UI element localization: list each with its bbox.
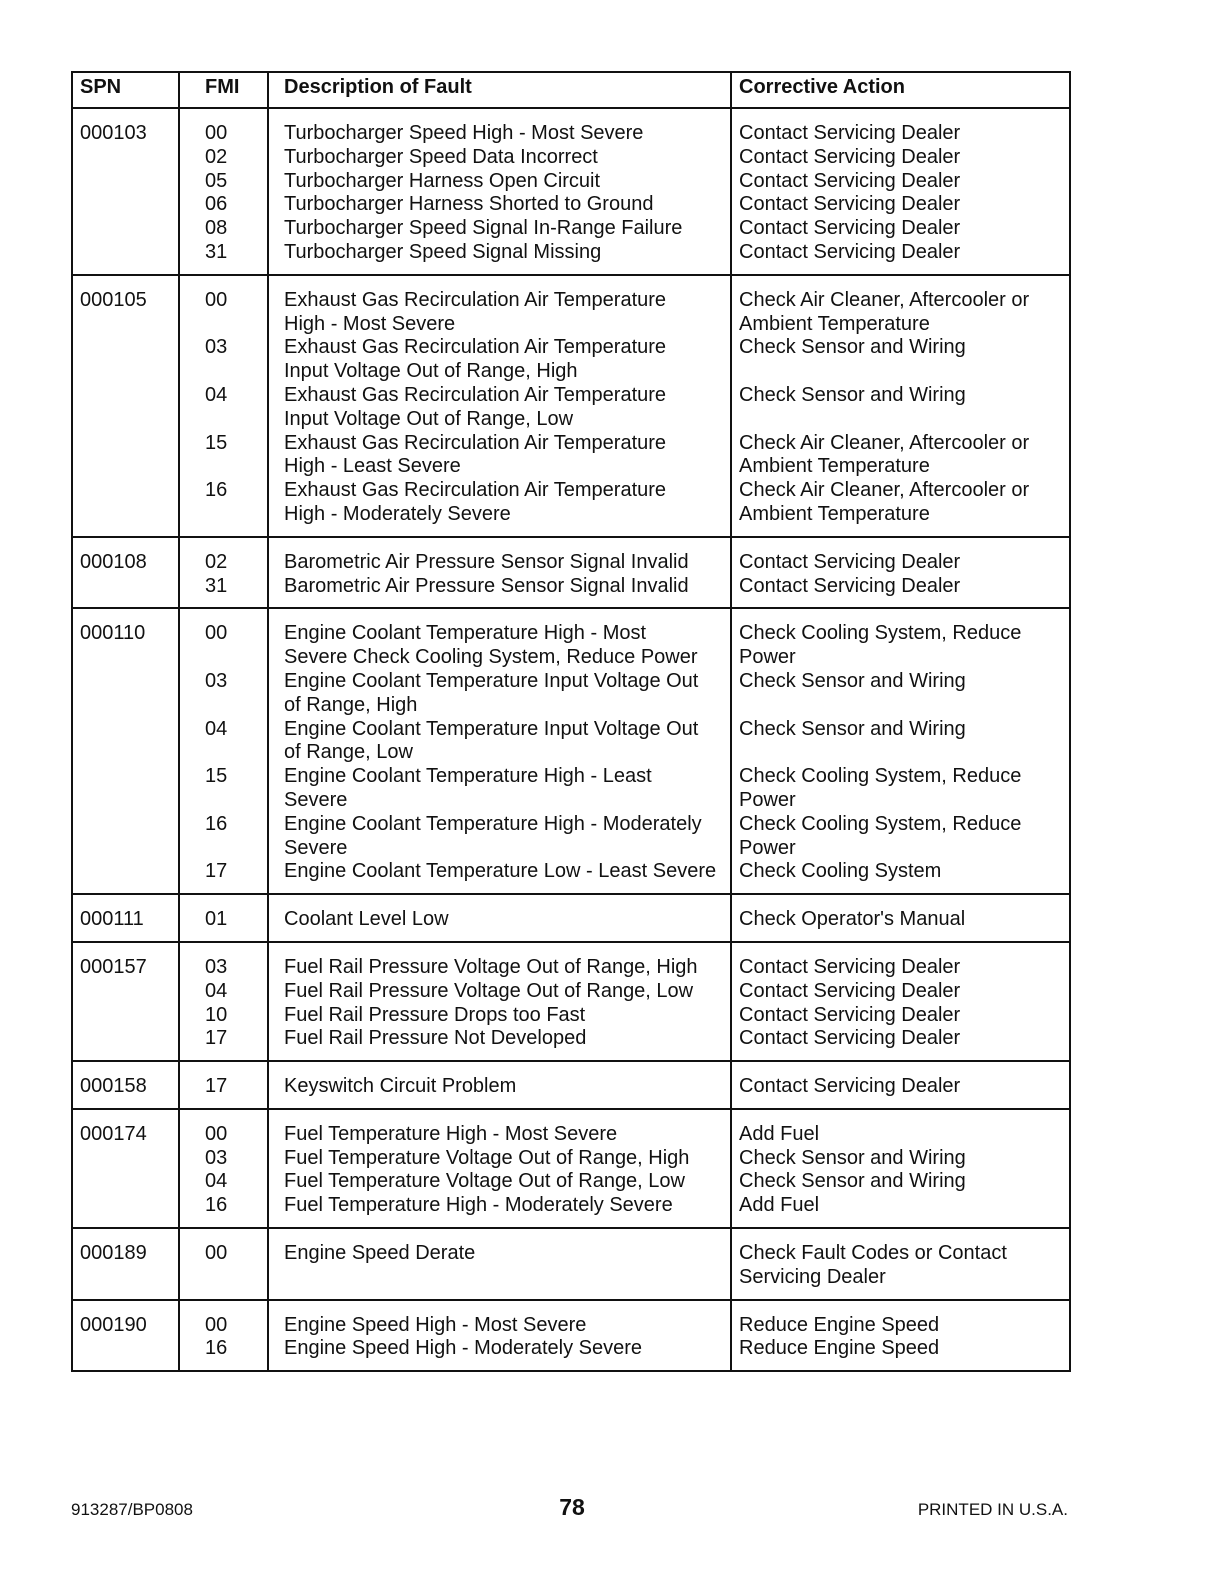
description-line: Input Voltage Out of Range, Low <box>284 407 574 430</box>
description-line: Fuel Temperature High - Moderately Severe <box>284 1194 673 1217</box>
fmi-cell <box>179 1061 268 1109</box>
corrective-action-line: Check Sensor and Wiring <box>739 1170 966 1193</box>
description-line: Fuel Rail Pressure Not Developed <box>284 1027 587 1050</box>
fmi-cell <box>179 108 268 275</box>
spn-header: SPN <box>72 72 179 108</box>
description-line: Fuel Temperature Voltage Out of Range, Low <box>284 1170 685 1193</box>
table-row <box>72 942 1070 1061</box>
description-line: Coolant Level Low <box>284 908 449 931</box>
corrective-action-line: Contact Servicing Dealer <box>739 979 961 1002</box>
fmi-line: 00 <box>205 622 228 645</box>
corrective-action-line: Contact Servicing Dealer <box>739 145 961 168</box>
description-line: Severe Check Cooling System, Reduce Power <box>284 646 698 669</box>
fmi-line <box>205 694 261 718</box>
fmi-line <box>205 455 261 479</box>
fmi-line: 04 <box>205 979 228 1002</box>
table-row <box>72 894 1070 942</box>
description-line: Engine Coolant Temperature High - Most <box>284 622 647 645</box>
corrective-action-line: Check Cooling System, Reduce <box>739 765 1022 788</box>
corrective-action-cell <box>731 942 1070 1061</box>
spn-cell: 000157 <box>72 942 179 1061</box>
description-line: Fuel Rail Pressure Voltage Out of Range, High <box>284 955 698 978</box>
fmi-cell <box>179 1300 268 1372</box>
corrective-action-line: Contact Servicing Dealer <box>739 1003 961 1026</box>
description-line: Exhaust Gas Recirculation Air Temperature <box>284 431 667 454</box>
fmi-line <box>205 646 261 670</box>
fmi-line: 04 <box>205 1170 228 1193</box>
description-line: Turbocharger Harness Shorted to Ground <box>284 193 654 216</box>
description-cell <box>268 1300 731 1372</box>
description-cell <box>268 275 731 537</box>
fmi-line: 17 <box>205 1027 228 1050</box>
description-line: Input Voltage Out of Range, High <box>284 360 578 383</box>
corrective-action-line: Contact Servicing Dealer <box>739 550 961 573</box>
corrective-action-line: Ambient Temperature <box>739 455 930 478</box>
fmi-line: 31 <box>205 240 228 263</box>
description-line: Barometric Air Pressure Sensor Signal Invalid <box>284 550 689 573</box>
fmi-line <box>205 503 261 527</box>
table-row <box>72 1109 1070 1228</box>
corrective-action-line <box>739 741 1063 765</box>
table-row <box>72 108 1070 275</box>
description-cell <box>268 1109 731 1228</box>
corrective-action-line: Servicing Dealer <box>739 1265 886 1288</box>
description-line: Engine Coolant Temperature Low - Least Severe <box>284 860 717 883</box>
description-header: Description of Fault <box>268 72 731 108</box>
fault-code-table <box>71 71 1071 1372</box>
corrective-action-line: Check Air Cleaner, Aftercooler or <box>739 479 1030 502</box>
table-row <box>72 608 1070 894</box>
fmi-line: 17 <box>205 1075 228 1098</box>
fmi-line: 00 <box>205 122 228 144</box>
fmi-line <box>205 741 261 765</box>
description-line: Exhaust Gas Recirculation Air Temperature <box>284 336 667 359</box>
description-line: Fuel Rail Pressure Voltage Out of Range, Low <box>284 979 694 1002</box>
fmi-line <box>205 837 261 861</box>
corrective-action-line: Check Air Cleaner, Aftercooler or <box>739 431 1030 454</box>
corrective-action-line: Reduce Engine Speed <box>739 1337 940 1360</box>
corrective-action-line: Check Operator's Manual <box>739 908 966 931</box>
description-cell <box>268 108 731 275</box>
fmi-cell <box>179 942 268 1061</box>
spn-cell: 000190 <box>72 1300 179 1372</box>
corrective-action-line: Power <box>739 646 796 669</box>
corrective-action-line: Check Cooling System, Reduce <box>739 812 1022 835</box>
description-line: Turbocharger Speed Signal Missing <box>284 240 602 263</box>
description-line: Keyswitch Circuit Problem <box>284 1075 517 1098</box>
corrective-action-cell <box>731 108 1070 275</box>
corrective-action-line: Contact Servicing Dealer <box>739 122 961 144</box>
fmi-line: 03 <box>205 955 228 978</box>
description-line: Exhaust Gas Recirculation Air Temperature <box>284 479 667 502</box>
corrective-action-cell <box>731 1228 1070 1300</box>
corrective-action-line <box>739 694 1063 718</box>
fmi-line: 10 <box>205 1003 228 1026</box>
description-line: Engine Speed Derate <box>284 1242 476 1265</box>
description-cell <box>268 608 731 894</box>
fmi-header: FMI <box>179 72 268 108</box>
fmi-line: 31 <box>205 574 228 597</box>
corrective-action-line: Contact Servicing Dealer <box>739 1075 961 1098</box>
fmi-line: 00 <box>205 1242 228 1265</box>
fmi-cell <box>179 1228 268 1300</box>
spn-cell: 000189 <box>72 1228 179 1300</box>
corrective-action-line: Check Sensor and Wiring <box>739 1146 966 1169</box>
fmi-line: 01 <box>205 908 228 931</box>
corrective-action-line: Check Air Cleaner, Aftercooler or <box>739 288 1030 311</box>
document-number: 913287/BP0808 <box>71 1500 193 1519</box>
printed-in-label: PRINTED IN U.S.A. <box>917 1500 1068 1519</box>
description-line: Engine Speed High - Moderately Severe <box>284 1337 642 1360</box>
corrective-action-header: Corrective Action <box>731 72 1070 108</box>
description-cell <box>268 894 731 942</box>
fmi-cell <box>179 275 268 537</box>
description-cell <box>268 1061 731 1109</box>
table-row <box>72 275 1070 537</box>
description-line: High - Moderately Severe <box>284 502 511 525</box>
description-line: Exhaust Gas Recirculation Air Temperature <box>284 383 667 406</box>
fmi-line: 00 <box>205 1313 228 1336</box>
table-row <box>72 1300 1070 1372</box>
fmi-line: 03 <box>205 669 228 692</box>
fmi-line <box>205 313 261 337</box>
corrective-action-line: Contact Servicing Dealer <box>739 240 961 263</box>
table-row <box>72 1228 1070 1300</box>
description-line: Barometric Air Pressure Sensor Signal Invalid <box>284 574 689 597</box>
corrective-action-line: Contact Servicing Dealer <box>739 574 961 597</box>
fmi-line: 08 <box>205 217 228 240</box>
corrective-action-cell <box>731 537 1070 609</box>
fmi-line: 02 <box>205 145 228 168</box>
description-line: Engine Coolant Temperature Input Voltage Out <box>284 717 699 740</box>
corrective-action-line <box>739 360 1063 384</box>
description-line: Fuel Temperature Voltage Out of Range, High <box>284 1146 690 1169</box>
spn-cell: 000108 <box>72 537 179 609</box>
fmi-line <box>205 789 261 813</box>
corrective-action-line: Reduce Engine Speed <box>739 1313 940 1336</box>
table-header-row <box>72 72 1070 108</box>
spn-cell: 000111 <box>72 894 179 942</box>
fmi-cell <box>179 894 268 942</box>
description-line: Fuel Temperature High - Most Severe <box>284 1122 618 1145</box>
description-cell <box>268 942 731 1061</box>
fmi-line: 04 <box>205 717 228 740</box>
description-line: Engine Coolant Temperature High - Moderately <box>284 812 702 835</box>
fmi-line: 02 <box>205 550 228 573</box>
corrective-action-cell <box>731 1109 1070 1228</box>
description-line: Exhaust Gas Recirculation Air Temperature <box>284 288 667 311</box>
corrective-action-line: Check Cooling System <box>739 860 942 883</box>
description-line: High - Most Severe <box>284 312 456 335</box>
fmi-line: 15 <box>205 431 228 454</box>
corrective-action-line: Check Cooling System, Reduce <box>739 622 1022 645</box>
corrective-action-line: Contact Servicing Dealer <box>739 217 961 240</box>
corrective-action-cell <box>731 275 1070 537</box>
description-cell <box>268 1228 731 1300</box>
fmi-line: 15 <box>205 765 228 788</box>
fmi-cell <box>179 1109 268 1228</box>
description-line: Fuel Rail Pressure Drops too Fast <box>284 1003 586 1026</box>
corrective-action-line: Check Fault Codes or Contact <box>739 1242 1007 1265</box>
description-line: Severe <box>284 836 348 859</box>
table-row <box>72 537 1070 609</box>
corrective-action-cell <box>731 1300 1070 1372</box>
fmi-line <box>205 360 261 384</box>
description-line: Engine Coolant Temperature Input Voltage Out <box>284 669 699 692</box>
description-line: Turbocharger Speed High - Most Severe <box>284 122 644 144</box>
corrective-action-line: Check Sensor and Wiring <box>739 336 966 359</box>
corrective-action-line: Contact Servicing Dealer <box>739 1027 961 1050</box>
fmi-line: 16 <box>205 812 228 835</box>
description-line: of Range, Low <box>284 741 413 764</box>
corrective-action-line: Contact Servicing Dealer <box>739 955 961 978</box>
corrective-action-line: Check Sensor and Wiring <box>739 669 966 692</box>
description-cell <box>268 537 731 609</box>
corrective-action-line: Contact Servicing Dealer <box>739 169 961 192</box>
fmi-cell <box>179 608 268 894</box>
corrective-action-cell <box>731 1061 1070 1109</box>
fmi-line: 03 <box>205 1146 228 1169</box>
fmi-line: 05 <box>205 169 228 192</box>
description-line: Turbocharger Speed Data Incorrect <box>284 145 598 168</box>
corrective-action-line: Add Fuel <box>739 1122 820 1145</box>
fmi-line: 16 <box>205 1337 228 1360</box>
fmi-line: 04 <box>205 383 228 406</box>
fmi-line: 00 <box>205 288 228 311</box>
corrective-action-line: Check Sensor and Wiring <box>739 383 966 406</box>
corrective-action-line: Contact Servicing Dealer <box>739 193 961 216</box>
description-line: of Range, High <box>284 693 418 716</box>
fmi-line: 17 <box>205 860 228 883</box>
spn-cell: 000105 <box>72 275 179 537</box>
fmi-line: 00 <box>205 1122 228 1145</box>
corrective-action-line <box>739 408 1063 432</box>
spn-cell: 000103 <box>72 108 179 275</box>
table-row <box>72 1061 1070 1109</box>
description-line: Turbocharger Harness Open Circuit <box>284 169 601 192</box>
description-line: Turbocharger Speed Signal In-Range Failure <box>284 217 683 240</box>
fmi-line: 16 <box>205 1194 228 1217</box>
corrective-action-line: Check Sensor and Wiring <box>739 717 966 740</box>
corrective-action-line: Ambient Temperature <box>739 312 930 335</box>
corrective-action-line: Ambient Temperature <box>739 502 930 525</box>
description-line: High - Least Severe <box>284 455 461 478</box>
corrective-action-line: Power <box>739 836 796 859</box>
description-line: Engine Speed High - Most Severe <box>284 1313 587 1336</box>
spn-cell: 000158 <box>72 1061 179 1109</box>
fmi-line: 06 <box>205 193 228 216</box>
spn-cell: 000174 <box>72 1109 179 1228</box>
corrective-action-line: Power <box>739 788 796 811</box>
description-line: Engine Coolant Temperature High - Least <box>284 765 652 788</box>
corrective-action-cell <box>731 894 1070 942</box>
fmi-cell <box>179 537 268 609</box>
description-line: Severe <box>284 788 348 811</box>
table-body <box>72 108 1070 1371</box>
page-number: 78 <box>559 1494 585 1520</box>
corrective-action-cell <box>731 608 1070 894</box>
fmi-line: 16 <box>205 479 228 502</box>
fmi-line <box>205 408 261 432</box>
spn-cell: 000110 <box>72 608 179 894</box>
corrective-action-line: Add Fuel <box>739 1194 820 1217</box>
fmi-line: 03 <box>205 336 228 359</box>
